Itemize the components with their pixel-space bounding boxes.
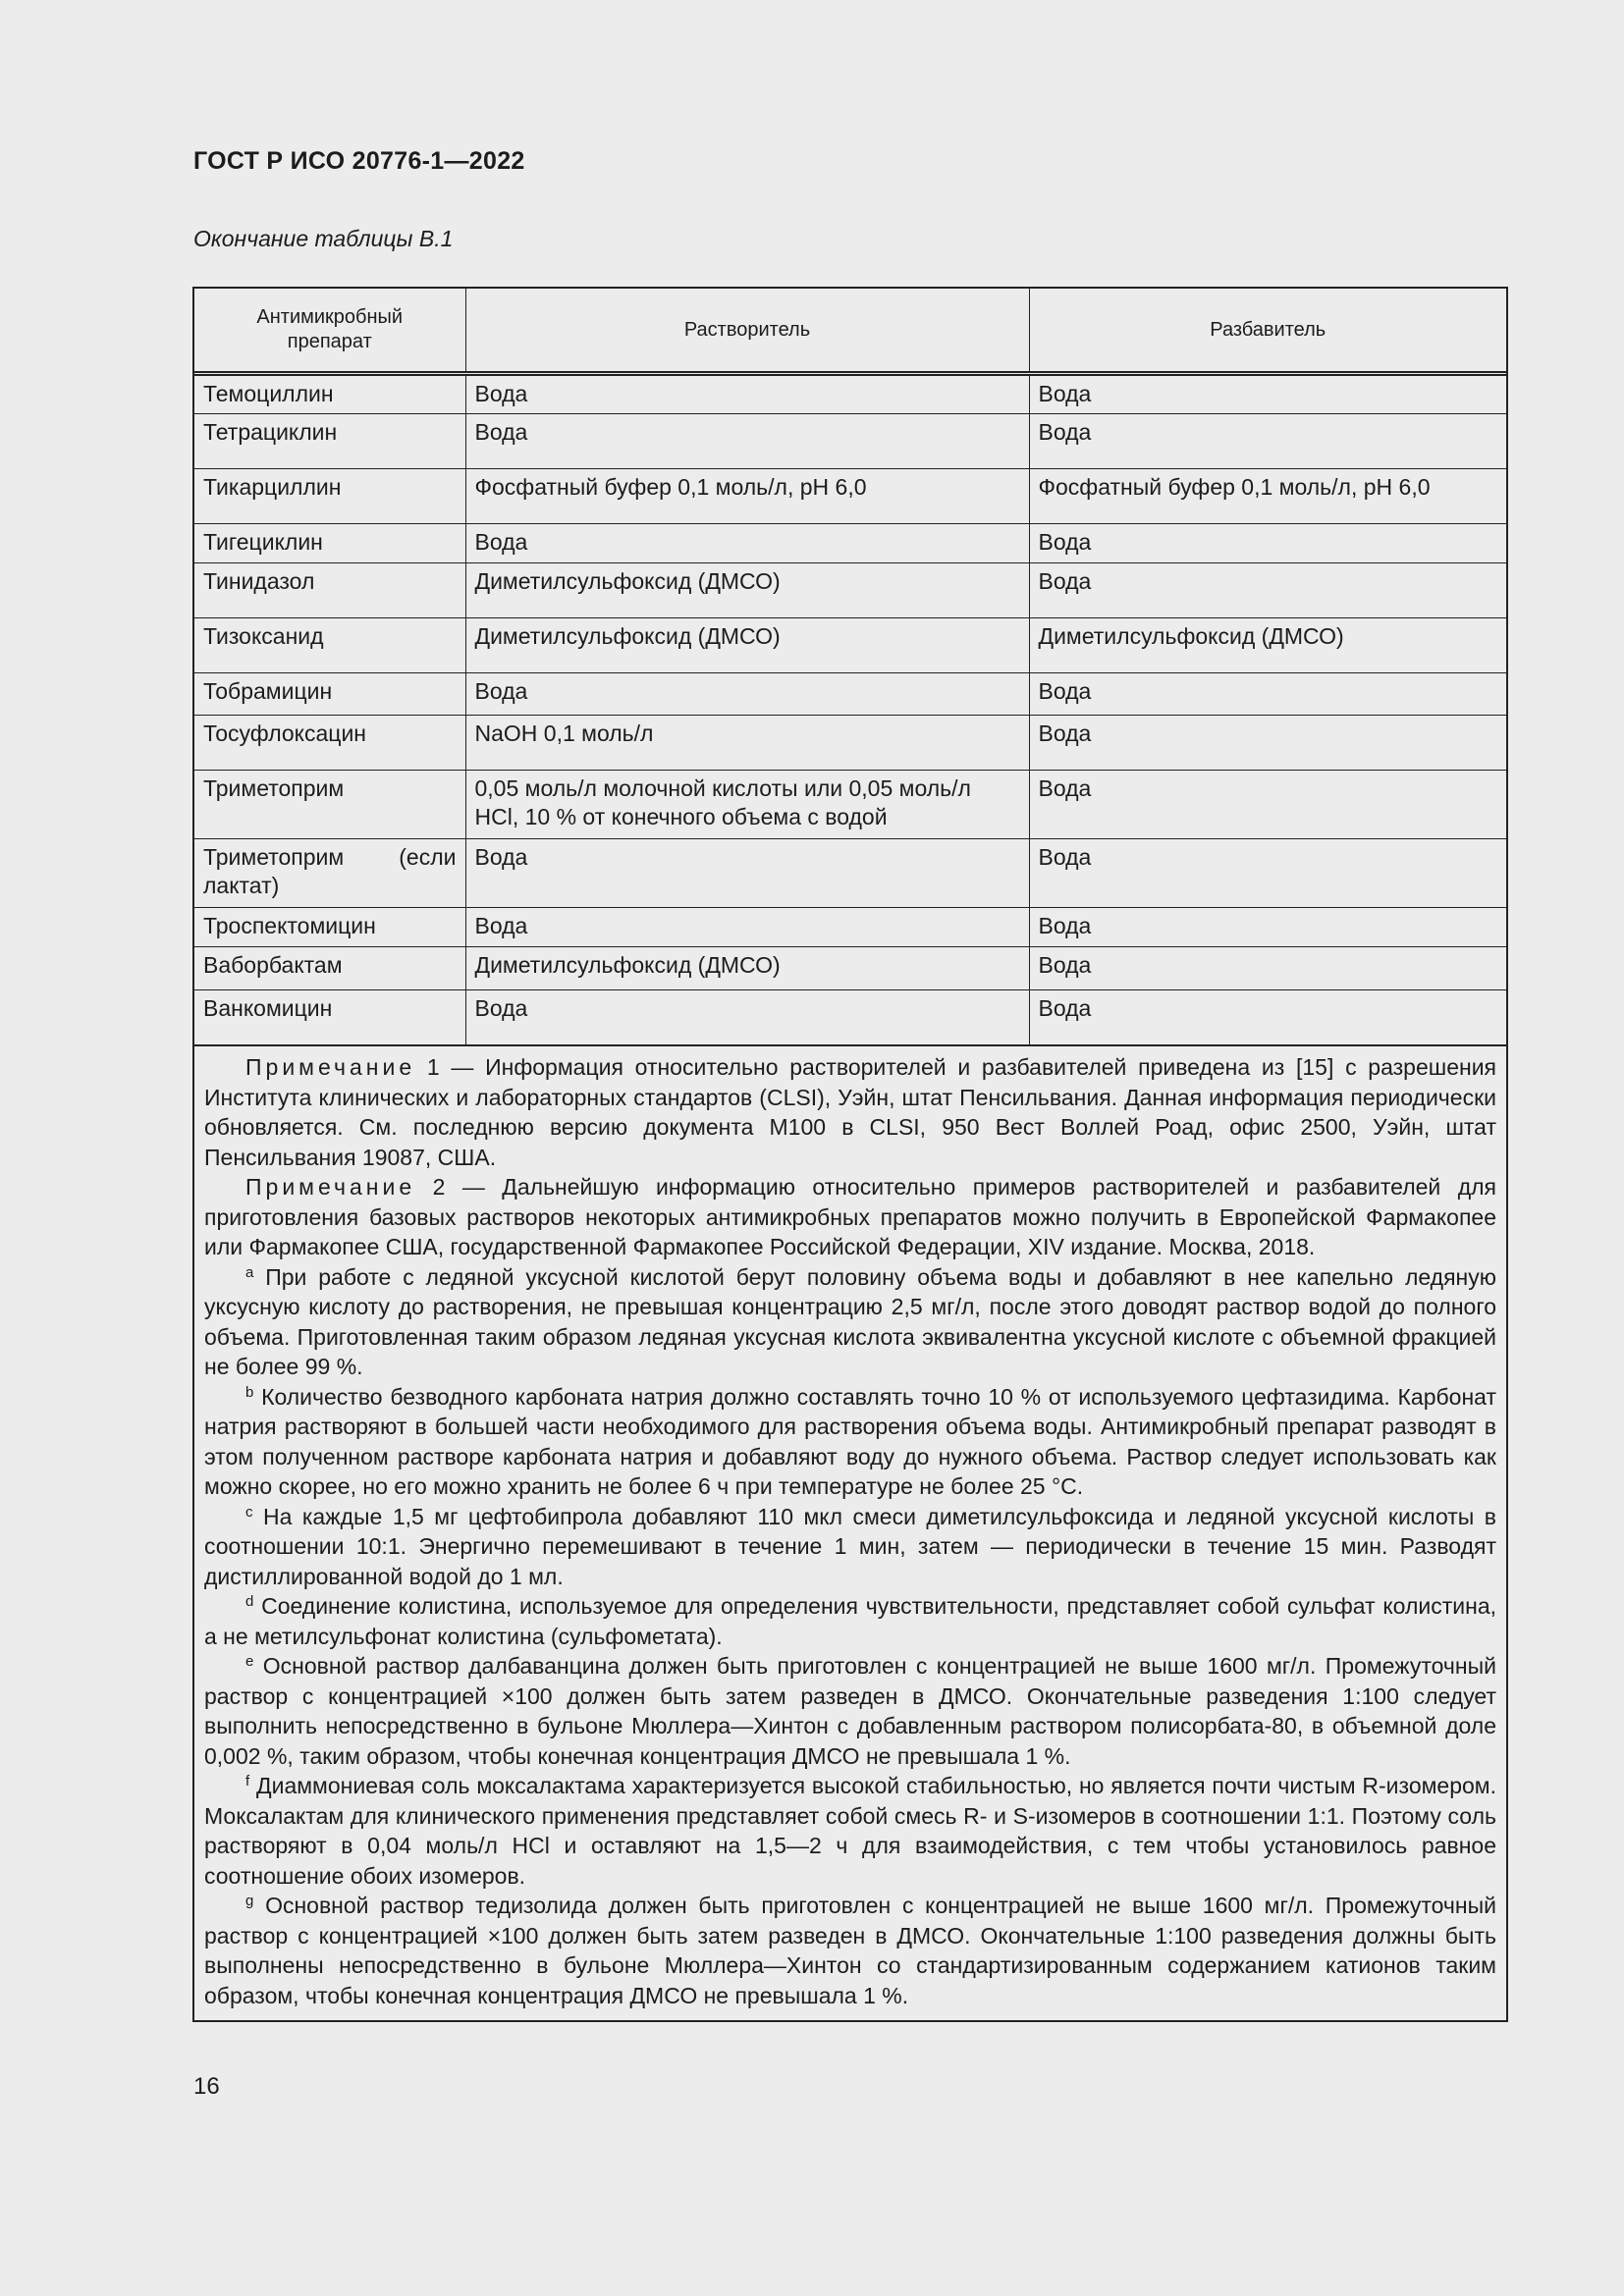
cell-solvent: Вода (465, 414, 1029, 469)
footnote (204, 1651, 1496, 1771)
cell-agent: Тикарциллин (194, 469, 465, 524)
cell-diluent: Вода (1029, 990, 1506, 1045)
note-text: 1 — Информация относительно растворителей и разбавителей приведена из [15] с разрешения Института клинических и лабораторных стандартов (CLSI), Уэйн, штат Пенсильвания. Данная информация периодически обновляется. См. последнюю версию документа M100 в CLSI, 950 Вест Воллей Роад, офис 2500, Уэйн, штат Пенсильвания 19087, США. (204, 1054, 1497, 1170)
table-row (194, 563, 1506, 618)
table-header-row (194, 289, 1506, 374)
cell-solvent: Диметилсульфоксид (ДМСО) (465, 563, 1029, 618)
footnote-text: При работе с ледяной уксусной кислотой берут половину объема воды и добавляют в нее капельно ледяную уксусную кислоту до растворения, не превышая концентрацию 2,5 мг/л, после этого доводят раствор водой до полного объема. Приготовленная таким образом ледяная уксусная кислота эквивалентна уксусной кислоте с объемной фракцией не более 99 %. (204, 1263, 1496, 1379)
cell-agent: Тинидазол (194, 563, 465, 618)
cell-diluent: Вода (1029, 947, 1506, 990)
cell-solvent: Вода (465, 524, 1029, 563)
cell-agent (194, 839, 465, 908)
footnote-text: На каждые 1,5 мг цефтобипрола добавляют 110 мкл смеси диметилсульфоксида и ледяной уксусной кислоты в соотношении 10:1. Энергично перемешивают в течение 1 мин, затем — периодически в течение 15 мин. Разводят дистиллированной водой до 1 мл. (204, 1503, 1497, 1589)
footnote (204, 1382, 1496, 1502)
table-caption: Окончание таблицы В.1 (193, 226, 454, 251)
footnote-mark: g (245, 1893, 254, 1909)
table-row (194, 839, 1506, 908)
table-row (194, 618, 1506, 673)
footnote-text: Основной раствор далбаванцина должен быть приготовлен с концентрацией не выше 1600 мг/л. Промежуточный раствор с концентрацией ×100 должен быть затем разведен в ДМСО. Окончательные разведения 1:100 следует выполнить непосредственно в бульоне Мюллера—Хинтон с добавленным раствором полисорбата-80, в объемной доле 0,002 %, таким образом, чтобы конечная концентрация ДМСО не превышала 1 %. (204, 1653, 1496, 1769)
cell-diluent: Вода (1029, 771, 1506, 839)
column-header-diluent: Разбавитель (1029, 289, 1506, 374)
cell-agent-text: Триметоприм (если лактат) (203, 844, 457, 898)
footnote (204, 1891, 1496, 2010)
solvents-table (194, 289, 1506, 1045)
cell-agent: Троспектомицин (194, 908, 465, 947)
cell-diluent: Вода (1029, 414, 1506, 469)
cell-agent: Тизоксанид (194, 618, 465, 673)
cell-diluent: Вода (1029, 716, 1506, 771)
cell-solvent: Вода (465, 990, 1029, 1045)
cell-solvent: Вода (465, 839, 1029, 908)
footnote-mark: b (245, 1383, 254, 1401)
footnote-mark: a (245, 1263, 254, 1281)
column-header-solvent: Растворитель (465, 289, 1029, 374)
cell-diluent: Вода (1029, 908, 1506, 947)
cell-solvent: Вода (465, 908, 1029, 947)
document-title: ГОСТ Р ИСО 20776-1—2022 (193, 147, 525, 175)
footnote-text: Количество безводного карбоната натрия должно составлять точно 10 % от используемого цефтазидима. Карбонат натрия растворяют в большей части необходимого для растворения объема воды. Антимикробный препарат разводят в этом полученном растворе карбоната натрия и добавляют воду до нужного объема. Раствор следует использовать как можно скорее, но его можно хранить не более 6 ч при температуре не более 25 °С. (204, 1383, 1496, 1499)
cell-diluent: Вода (1029, 374, 1506, 414)
cell-diluent: Вода (1029, 673, 1506, 716)
note-text: 2 — Дальнейшую информацию относительно примеров растворителей и разбавителей для приготовления базовых растворов некоторых антимикробных препаратов можно получить в Европейской Фармакопее или Фармакопее США, государственной Фармакопее Российской Федерации, XIV издание. Москва, 2018. (204, 1174, 1497, 1259)
cell-solvent: Диметилсульфоксид (ДМСО) (465, 947, 1029, 990)
table-row (194, 524, 1506, 563)
cell-solvent: Вода (465, 673, 1029, 716)
page-number: 16 (193, 2073, 220, 2100)
note-label: Примечание (245, 1054, 416, 1080)
note-1 (204, 1052, 1496, 1172)
table-row (194, 716, 1506, 771)
cell-solvent: Диметилсульфоксид (ДМСО) (465, 618, 1029, 673)
cell-solvent: NaOH 0,1 моль/л (465, 716, 1029, 771)
cell-agent: Триметоприм (194, 771, 465, 839)
table-row (194, 374, 1506, 414)
cell-agent: Ваборбактам (194, 947, 465, 990)
table-row (194, 990, 1506, 1045)
cell-solvent: Фосфатный буфер 0,1 моль/л, pH 6,0 (465, 469, 1029, 524)
footnote-text: Диаммониевая соль моксалактама характеризуется высокой стабильностью, но является почти чистым R-изомером. Моксалактам для клинического применения представляет собой смесь R- и S-изомеров в соотношении 1:1. Поэтому соль растворяют в 0,04 моль/л HCl и оставляют на 1,5—2 ч для взаимодействия, с тем чтобы установилось равное соотношение обоих изомеров. (204, 1773, 1496, 1889)
footnote-mark: e (245, 1653, 254, 1670)
table-row (194, 673, 1506, 716)
table-notes (194, 1045, 1506, 2020)
footnote-text: Основной раствор тедизолида должен быть приготовлен с концентрацией не выше 1600 мг/л. Промежуточный раствор с концентрацией ×100 должен быть затем разведен в ДМСО. Окончательные 1:100 разведения должны быть выполнены непосредственно в бульоне Мюллера—Хинтон со стандартизированным содержанием катионов таким образом, чтобы конечная концентрация ДМСО не превышала 1 %. (204, 1893, 1496, 2008)
cell-agent: Тосуфлоксацин (194, 716, 465, 771)
footnote-mark: c (245, 1503, 253, 1521)
cell-diluent: Диметилсульфоксид (ДМСО) (1029, 618, 1506, 673)
footnote (204, 1591, 1496, 1651)
table-row (194, 947, 1506, 990)
column-header-agent: Антимикробный препарат (194, 289, 465, 374)
note-label: Примечание (245, 1174, 416, 1200)
footnote-mark: f (245, 1773, 250, 1789)
footnote (204, 1502, 1496, 1592)
cell-agent: Темоциллин (194, 374, 465, 414)
cell-diluent: Вода (1029, 524, 1506, 563)
data-table (192, 287, 1508, 2022)
cell-solvent: 0,05 моль/л молочной кислоты или 0,05 моль/л HCl, 10 % от конечного объема с водой (465, 771, 1029, 839)
cell-diluent: Фосфатный буфер 0,1 моль/л, pH 6,0 (1029, 469, 1506, 524)
cell-agent: Тетрациклин (194, 414, 465, 469)
cell-solvent: Вода (465, 374, 1029, 414)
cell-diluent: Вода (1029, 839, 1506, 908)
table-row (194, 771, 1506, 839)
footnote (204, 1771, 1496, 1891)
footnote-text: Соединение колистина, используемое для определения чувствительности, представляет собой сульфат колистина, а не метилсульфонат колистина (сульфометата). (204, 1593, 1496, 1649)
cell-agent: Тигециклин (194, 524, 465, 563)
cell-agent: Тобрамицин (194, 673, 465, 716)
cell-agent: Ванкомицин (194, 990, 465, 1045)
note-2 (204, 1172, 1496, 1262)
table-row (194, 414, 1506, 469)
footnote (204, 1262, 1496, 1382)
cell-diluent: Вода (1029, 563, 1506, 618)
table-row (194, 469, 1506, 524)
footnote-mark: d (245, 1593, 254, 1610)
table-row (194, 908, 1506, 947)
